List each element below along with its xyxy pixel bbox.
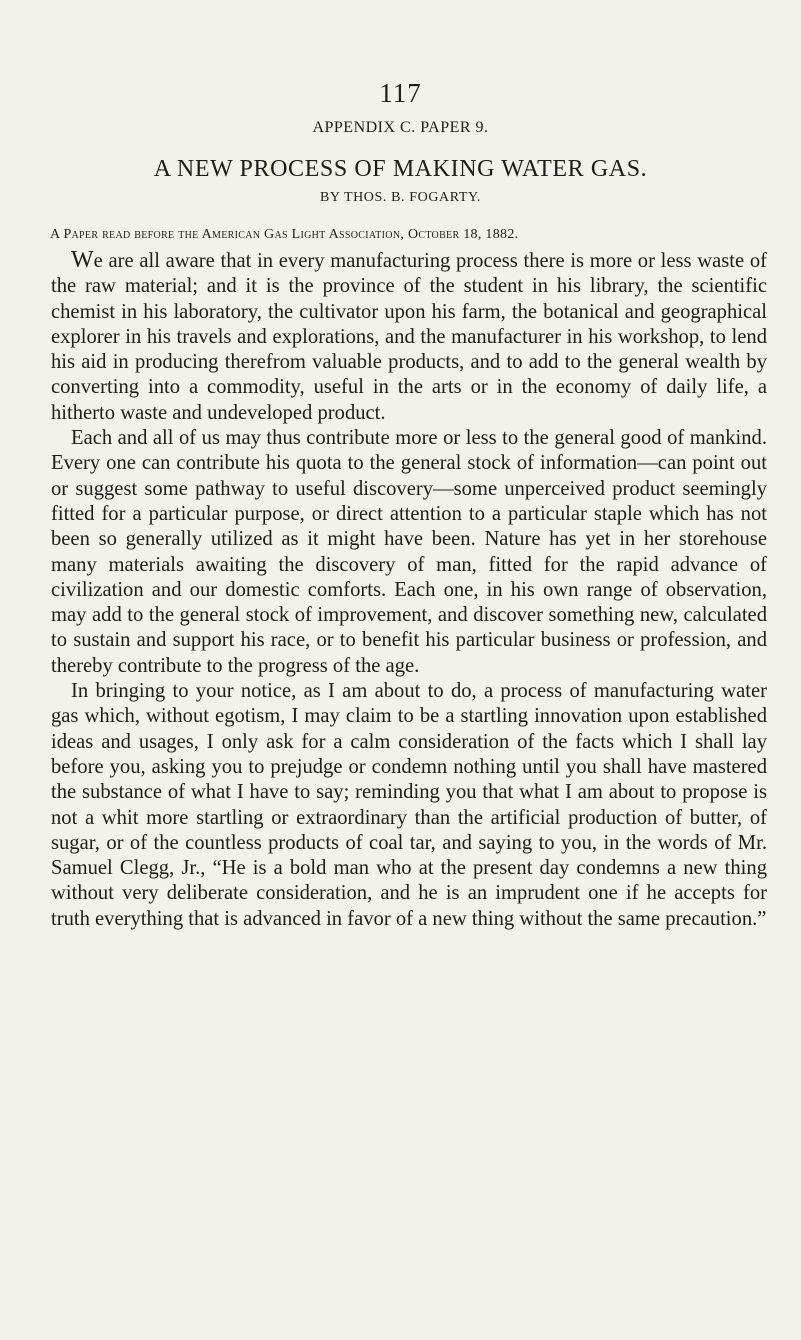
paragraph: Each and all of us may thus contribute more or less to the general good of mankind. Every one can contribute his quota to the general stock of information—can point out or suggest some pathway to useful discovery—some unperceived product seemingly fitted for a particular purpose, or direct attention to a particular staple which has not been so generally utilized as it might have been. Nature has yet in her storehouse many materials awaiting the discovery of man, fitted for the rapid advance of civilization and our domestic comforts. Each one, in his own range of observation, may add to the general stock of improvement, and discover something new, calculated to sustain and support his race, or to benefit his particular business or profession, and thereby contribute to the progress of the age. — [51, 427, 767, 677]
body-text — [51, 248, 767, 932]
author-byline: BY THOS. B. FOGARTY. — [319, 190, 482, 205]
paper-title: A NEW PROCESS OF MAKING WATER GAS. — [153, 156, 648, 183]
presentation-note — [50, 227, 770, 243]
paragraph: In bringing to your notice, as I am about to do, a process of manufacturing water gas which, without egotism, I may claim to be a startling innovation upon established ideas and usages, I only ask for a calm consideration of the facts which I shall lay before you, asking you to prejudge or condemn nothing until you shall have mastered the substance of what I have to say; reminding you that what I am about to propose is not a whit more startling or extraordinary than the artificial production of butter, of sugar, or of the countless products of coal tar, and saying to you, in the words of Mr. Samuel Clegg, Jr., “He is a bold man who at the present day condemns a new thing without very deliberate consideration, and he is an imprudent one if he accepts for truth everything that is advanced in favor of a new thing without the same precaution.” — [51, 680, 767, 930]
appendix-header: APPENDIX C. PAPER 9. — [312, 119, 489, 136]
paragraph: We are all aware that in every manufacturing process there is more or less waste of the raw material; and it is the province of the student in his library, the scientific chemist in his laboratory, the cultivator upon his farm, the botanical and geographical explorer in his travels and explorations, and the manufacturer in his workshop, to lend his aid in producing therefrom valuable products, and to add to the general wealth by converting into a commodity, useful in the arts or in the economy of daily life, a hitherto waste and undeveloped product. — [51, 247, 767, 424]
presentation-note-text: A Paper read before the American Gas Light Association, October 18, 1882. — [50, 227, 519, 242]
page-number: 117 — [379, 78, 422, 108]
